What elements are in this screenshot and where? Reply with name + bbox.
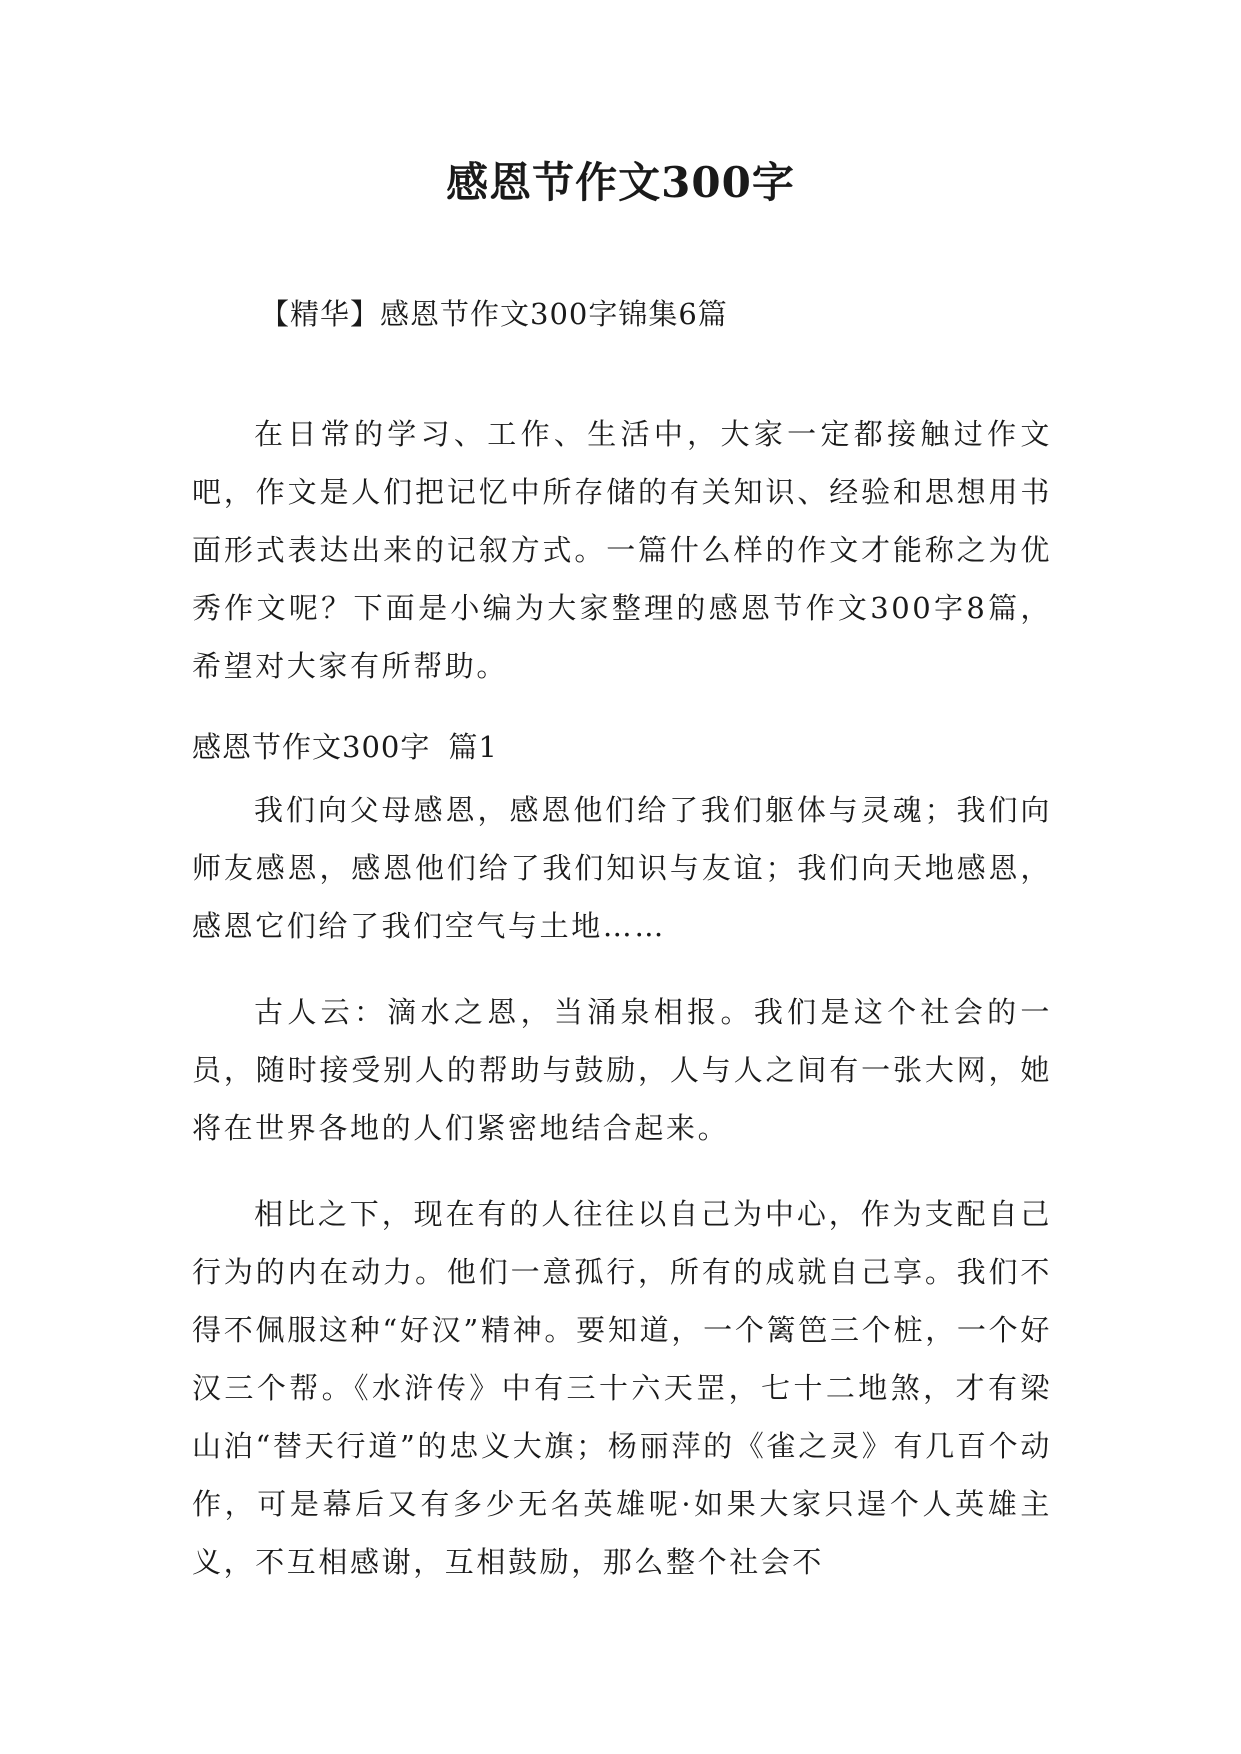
document-subtitle: 【精华】感恩节作文300字锦集6篇 [260, 297, 728, 331]
section-heading [192, 725, 498, 766]
intro-paragraph: 在日常的学习、工作、生活中，大家一定都接触过作文吧，作文是人们把记忆中所存储的有关知识、经验和思想用书面形式表达出来的记叙方式。一篇什么样的作文才能称之为优秀作文呢？下面是小编为大家整理的感恩节作文300字8篇，希望对大家有所帮助。 [192, 417, 1052, 683]
section-heading-number: 篇1 [448, 730, 498, 764]
section-heading-title: 感恩节作文300字 [192, 730, 431, 764]
body-paragraph: 相比之下，现在有的人往往以自己为中心，作为支配自己行为的内在动力。他们一意孤行，所有的成就自己享。我们不得不佩服这种“好汉”精神。要知道，一个篱笆三个桩，一个好汉三个帮。《水浒传》中有三十六天罡，七十二地煞，才有梁山泊“替天行道”的忠义大旗；杨丽萍的《雀之灵》有几百个动作，可是幕后又有多少无名英雄呢·如果大家只逞个人英雄主义，不互相感谢，互相鼓励，那么整个社会不 [192, 1197, 1052, 1579]
page-title: 感恩节作文300字 [446, 158, 795, 207]
body-paragraph: 古人云：滴水之恩，当涌泉相报。我们是这个社会的一员，随时接受别人的帮助与鼓励，人与人之间有一张大网，她将在世界各地的人们紧密地结合起来。 [192, 995, 1052, 1145]
body-paragraph: 我们向父母感恩，感恩他们给了我们躯体与灵魂；我们向师友感恩，感恩他们给了我们知识与友谊；我们向天地感恩，感恩它们给了我们空气与土地…… [192, 793, 1052, 943]
